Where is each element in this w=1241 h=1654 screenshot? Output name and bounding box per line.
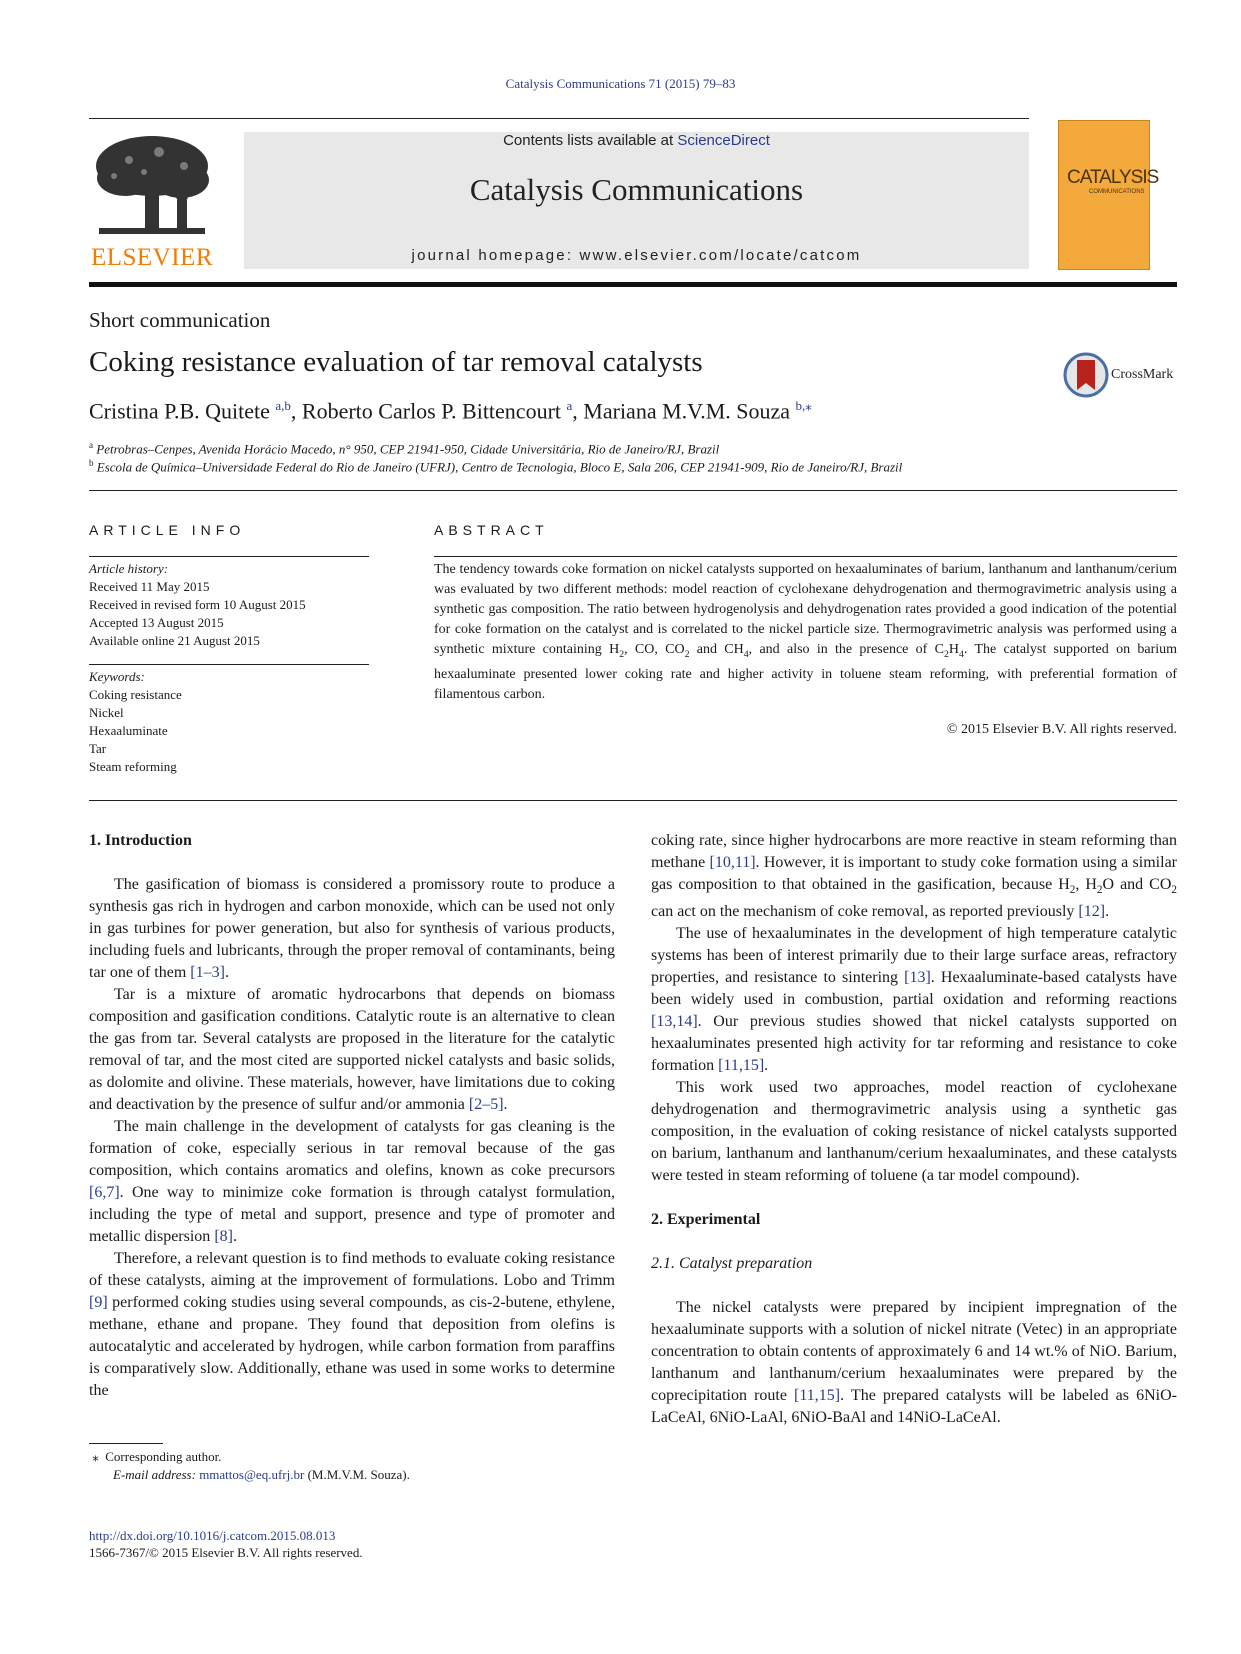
footnote-email xyxy=(113,1467,410,1483)
keyword: Nickel xyxy=(89,705,124,720)
keywords-rule xyxy=(89,664,369,665)
citation-link[interactable]: [1–3] xyxy=(190,964,225,981)
keyword: Hexaaluminate xyxy=(89,723,168,738)
keyword: Coking resistance xyxy=(89,687,182,702)
crossmark-button[interactable] xyxy=(1063,352,1183,398)
body-column-right xyxy=(651,830,1177,1429)
journal-cover xyxy=(1058,120,1159,270)
affiliation xyxy=(89,458,902,475)
author-name[interactable]: Mariana M.V.M. Souza xyxy=(583,398,791,424)
cover-subtitle: COMMUNICATIONS xyxy=(1089,189,1145,195)
citation-link[interactable]: [13] xyxy=(904,969,931,987)
section-heading: 2. Experimental xyxy=(651,1211,761,1229)
author-affiliation-mark[interactable]: a xyxy=(566,398,573,413)
doi-link[interactable] xyxy=(89,1528,335,1544)
body-column-left xyxy=(89,830,615,1402)
author-affiliation-mark[interactable]: a,b xyxy=(275,398,291,413)
crossmark-icon xyxy=(1063,352,1109,398)
history-item: Received 11 May 2015 xyxy=(89,579,210,594)
journal-banner xyxy=(244,132,1029,269)
history-item: Accepted 13 August 2015 xyxy=(89,615,224,630)
paragraph: Therefore, a relevant question is to find methods to evaluate coking resistance of these catalysts, aiming at the improvement of formulations. Lobo and Trimm [9] performed coking studies using several compounds, as cis-2-butene, ethylene, methane, ethane and propane. They found that deposition from olefins is autocatalytic and accelerated by hydrogen, while carbon formation from paraffins is comparatively slow. Additionally, ethane was used in some works to determine the xyxy=(89,1250,615,1399)
publisher-name: ELSEVIER xyxy=(90,244,214,271)
subsection-heading: 2.1. Catalyst preparation xyxy=(651,1255,813,1273)
elsevier-tree-icon xyxy=(89,132,215,244)
email-label: E-mail address: xyxy=(113,1467,200,1482)
article-info-heading: ARTICLE INFO xyxy=(89,522,246,538)
affiliation-text: Petrobras–Cenpes, Avenida Horácio Macedo, n° 950, CEP 21941-950, Cidade Universitária, Rio de Janeiro/RJ, Brazil xyxy=(96,441,720,457)
citation-link[interactable]: [11,15] xyxy=(718,1057,765,1075)
section-heading: 1. Introduction xyxy=(89,832,192,849)
crossmark-label: CrossMark xyxy=(1111,367,1174,382)
history-item: Available online 21 August 2015 xyxy=(89,633,260,648)
paragraph: The nickel catalysts were prepared by incipient impregnation of the hexaaluminate supports with a solution of nickel nitrate (Vetec) in an appropriate concentration to obtain contents of approximately 6 and 14 wt.% of NiO. Barium, lanthanum and lanthanum/cerium hexaaluminates were prepared by the coprecipitation route [11,15]. The prepared catalysts will be labeled as 6NiO-LaCeAl, 6NiO-LaAl, 6NiO-BaAl and 14NiO-LaCeAl. xyxy=(651,1299,1177,1427)
email-owner: (M.M.V.M. Souza). xyxy=(304,1467,410,1482)
journal-title: Catalysis Communications xyxy=(469,172,804,207)
header-top-rule xyxy=(89,118,1029,119)
affiliation xyxy=(89,440,719,457)
paragraph: This work used two approaches, model reaction of cyclohexane dehydrogenation and thermogravimetric analysis using a synthetic gas composition, in the evaluation of coking resistance of nickel catalysts supported on barium, lanthanum and lanthanum/cerium hexaaluminates, and these catalysts were tested in steam reforming of toluene (a tar model compound). xyxy=(651,1079,1177,1185)
keywords-label: Keywords: xyxy=(89,669,145,684)
citation-link[interactable]: [8] xyxy=(214,1228,233,1245)
sciencedirect-link[interactable]: ScienceDirect xyxy=(677,132,770,149)
keyword: Steam reforming xyxy=(89,759,177,774)
abstract-text: The tendency towards coke formation on nickel catalysts supported on hexaaluminates of barium, lanthanum and lanthanum/cerium was evaluated by two different methods: model reaction of cyclohexane dehydrogenation and thermogravimetric analysis using a synthetic gas composition. The ratio between hydrogenolysis and dehydrogenation rates provided a good indication of the potential for coke formation on the catalyst and is correlated to the nickel particle size. Thermogravimetric analysis was performed using a synthetic mixture containing $H_2$, CO, $CO_2$ and $CH_4$, and also in the presence of $C_2H_4$. The catalyst supported on barium hexaaluminate presented lower coking rate and higher activity in toluene steam reforming, with preferential formation of filamentous carbon. xyxy=(434,562,1178,702)
abstract-heading: ABSTRACT xyxy=(434,522,549,538)
elsevier-logo xyxy=(89,132,215,272)
section-type: Short communication xyxy=(89,308,271,332)
citation-link[interactable]: [10,11] xyxy=(709,854,756,871)
article-info-rule xyxy=(89,556,369,557)
author-affiliation-mark[interactable]: b,⁎ xyxy=(795,398,812,413)
citation-link[interactable]: [12] xyxy=(1078,903,1106,921)
citation-link[interactable]: [9] xyxy=(89,1294,108,1311)
contents-prefix: Contents lists available at xyxy=(503,132,678,149)
contents-line xyxy=(244,132,1029,149)
affiliation-mark: b xyxy=(89,458,94,468)
footnote-text: Corresponding author. xyxy=(105,1449,222,1464)
article-title: Coking resistance evaluation of tar removal catalysts xyxy=(89,346,703,378)
citation-link[interactable]: [6,7] xyxy=(89,1184,120,1201)
affiliation-rule xyxy=(89,490,1177,491)
paragraph: The use of hexaaluminates in the development of high temperature catalytic systems has been of interest primarily due to their large surface areas, refractory properties, and resistance to sintering [13]. Hexaaluminate-based catalysts have been widely used in combustion, partial oxidation and reforming reactions [13,14]. Our previous studies showed that nickel catalysts supported on hexaaluminates presented high activity for tar reforming and resistance to coke formation [11,15]. xyxy=(651,925,1177,1075)
history-item: Received in revised form 10 August 2015 xyxy=(89,597,306,612)
affiliation-mark: a xyxy=(89,440,93,450)
header-thick-rule xyxy=(89,282,1177,287)
author-list xyxy=(89,398,812,424)
author-separator: , xyxy=(572,398,584,424)
author-separator: , xyxy=(290,398,302,424)
abstract-bottom-rule xyxy=(89,800,1177,801)
paragraph: The main challenge in the development of catalysts for gas cleaning is the formation of coke, especially serious in tar removal because of the gas composition, which contains aromatics and olefins, known as coke precursors [6,7]. One way to minimize coke formation is through catalyst formulation, including the type of metal and support, presence and type of promoter and metallic dispersion [8]. xyxy=(89,1118,615,1245)
paragraph: Tar is a mixture of aromatic hydrocarbons that depends on biomass composition and gasification conditions. Catalytic route is an alternative to clean the gas from tar. Several catalysts are proposed in the literature for the catalytic removal of tar, and the most cited are supported nickel catalysts and basic solids, as dolomite and olivine. These materials, however, have limitations due to coking and deactivation by the presence of sulfur and/or ammonia [2–5]. xyxy=(89,986,615,1113)
footnote-corresponding xyxy=(89,1449,222,1465)
author-name[interactable]: Roberto Carlos P. Bittencourt xyxy=(301,398,562,424)
abstract-rule xyxy=(434,556,1177,557)
citation-link[interactable]: [13,14] xyxy=(651,1013,698,1031)
abstract-copyright: © 2015 Elsevier B.V. All rights reserved. xyxy=(946,722,1177,737)
affiliation-text: Escola de Química–Universidade Federal do Rio de Janeiro (UFRJ), Centro de Tecnologia, Bloco E, Sala 206, CEP 21941-909, Rio de Janeiro/RJ, Brazil xyxy=(96,459,903,475)
issn-copyright: 1566-7367/© 2015 Elsevier B.V. All rights reserved. xyxy=(89,1545,363,1560)
citation-link[interactable]: [2–5] xyxy=(468,1096,504,1113)
journal-homepage[interactable]: journal homepage: www.elsevier.com/locate/catcom xyxy=(411,247,862,264)
keyword: Tar xyxy=(89,741,107,756)
footnote-rule xyxy=(89,1443,163,1444)
cover-title: CATALYSIS xyxy=(1067,167,1159,188)
paragraph: The gasification of biomass is considered a promissory route to produce a synthesis gas rich in hydrogen and carbon monoxide, which can be used not only in gas turbines for power generation, but also for synthesis of various products, including fuels and lubricants, through the proper removal of contaminants, being tar one of them [1–3]. xyxy=(89,876,615,981)
article-history-label: Article history: xyxy=(89,561,169,576)
email-link[interactable]: mmattos@eq.ufrj.br xyxy=(199,1467,305,1482)
journal-reference[interactable]: Catalysis Communications 71 (2015) 79–83 xyxy=(505,76,736,91)
doi-url[interactable]: http://dx.doi.org/10.1016/j.catcom.2015.08.013 xyxy=(89,1528,336,1543)
paragraph: coking rate, since higher hydrocarbons are more reactive in steam reforming than methane [10,11]. However, it is important to study coke formation using a similar gas composition to that obtained in the gasification, because $H_2$, $H_2O$ and $CO_2$ can act on the mechanism of coke removal, as reported previously [12]. xyxy=(651,832,1177,921)
citation-link[interactable]: [11,15] xyxy=(794,1387,841,1405)
footnote-mark: ⁎ xyxy=(92,1449,99,1464)
author-name[interactable]: Cristina P.B. Quitete xyxy=(89,398,270,424)
